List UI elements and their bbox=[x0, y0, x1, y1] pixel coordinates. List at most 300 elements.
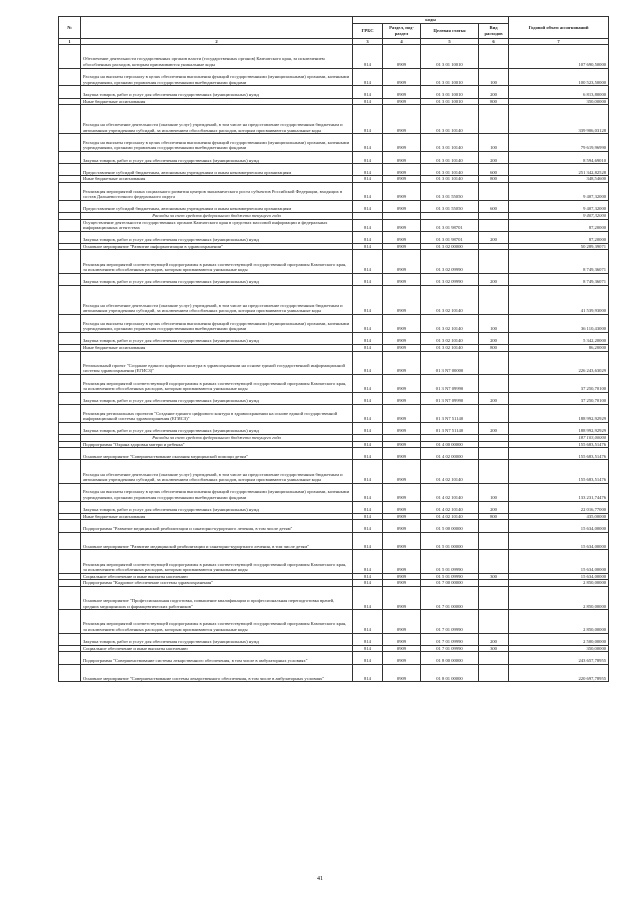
row-razdel-cell: 0909 bbox=[383, 573, 421, 580]
row-name-cell: Иные бюджетные ассигнования bbox=[81, 98, 353, 105]
row-number-cell bbox=[59, 200, 81, 212]
row-expense-type-cell bbox=[479, 351, 509, 374]
row-grbs-cell: 814 bbox=[353, 513, 383, 520]
row-grbs-cell: 814 bbox=[353, 86, 383, 98]
row-razdel-cell: 0909 bbox=[383, 105, 421, 134]
row-name-cell: Реализация мероприятий соответствующей подпрограммы в рамках соответствующей государственной программы Камчатского края, за исключением обособленных расходов, которым присваиваются уникальные коды bbox=[81, 610, 353, 633]
row-target-article-cell: 01 4 02 00000 bbox=[421, 448, 479, 460]
row-grbs-cell: 814 bbox=[353, 286, 383, 315]
row-expense-type-cell bbox=[479, 286, 509, 315]
row-expense-type-cell: 200 bbox=[479, 332, 509, 344]
row-grbs-cell: 814 bbox=[353, 405, 383, 423]
row-target-article-cell: 01 5 01 09990 bbox=[421, 573, 479, 580]
row-amount-cell: 220 697,78955 bbox=[509, 664, 609, 682]
row-razdel-cell: 0909 bbox=[383, 586, 421, 609]
table-row bbox=[59, 441, 609, 448]
table-row bbox=[59, 550, 609, 573]
row-expense-type-cell: 200 bbox=[479, 392, 509, 404]
row-amount-cell: 15 634,00000 bbox=[509, 550, 609, 573]
row-expense-type-cell: 200 bbox=[479, 231, 509, 243]
row-number-cell bbox=[59, 392, 81, 404]
row-name-cell: Иные бюджетные ассигнования bbox=[81, 176, 353, 183]
row-name-cell: Реализация мероприятий соответствующей подпрограммы в рамках соответствующей государственной программы Камчатского края, за исключением обособленных расходов, которым присваиваются уникальные коды bbox=[81, 550, 353, 573]
row-target-article-cell: 01 3 N7 00000 bbox=[421, 351, 479, 374]
row-target-article-cell: 01 3 02 10140 bbox=[421, 315, 479, 333]
table-row bbox=[59, 250, 609, 273]
header-razdel: Раздел, под-раздел bbox=[383, 23, 421, 38]
row-grbs-cell: 814 bbox=[353, 532, 383, 550]
table-row bbox=[59, 134, 609, 152]
row-amount-cell: 50 289,39071 bbox=[509, 243, 609, 250]
row-expense-type-cell bbox=[479, 520, 509, 532]
row-target-article-cell: 01 3 01 10010 bbox=[421, 45, 479, 68]
row-expense-type-cell bbox=[479, 664, 509, 682]
row-target-article-cell bbox=[421, 434, 479, 441]
table-row bbox=[59, 520, 609, 532]
row-number-cell bbox=[59, 86, 81, 98]
row-amount-cell: 2 500,00000 bbox=[509, 633, 609, 645]
table-row bbox=[59, 182, 609, 200]
row-target-article-cell: 01 3 02 10140 bbox=[421, 286, 479, 315]
row-name-cell: Реализация мероприятий плана социального развития центров экономического роста субъектов Российской Федерации, входящих в состав Дальневосточного федерального округа bbox=[81, 182, 353, 200]
row-grbs-cell: 814 bbox=[353, 392, 383, 404]
row-target-article-cell: 01 7 00 00000 bbox=[421, 580, 479, 587]
table-row bbox=[59, 375, 609, 393]
row-grbs-cell: 814 bbox=[353, 573, 383, 580]
table-row bbox=[59, 105, 609, 134]
row-razdel-cell: 0909 bbox=[383, 460, 421, 483]
row-target-article-cell: 01 5 00 00000 bbox=[421, 520, 479, 532]
row-razdel-cell: 0909 bbox=[383, 483, 421, 501]
table-row bbox=[59, 633, 609, 645]
row-number-cell bbox=[59, 422, 81, 434]
row-grbs-cell bbox=[353, 212, 383, 219]
row-razdel-cell: 0909 bbox=[383, 250, 421, 273]
table-row bbox=[59, 200, 609, 212]
row-target-article-cell: 01 7 01 09990 bbox=[421, 633, 479, 645]
row-razdel-cell: 0909 bbox=[383, 231, 421, 243]
header-codes: коды bbox=[353, 17, 509, 24]
row-number-cell bbox=[59, 610, 81, 633]
row-amount-cell: 100 523,50000 bbox=[509, 68, 609, 86]
row-name-cell: Расходы за счет средств федерального бюджета текущего года bbox=[81, 212, 353, 219]
row-name-cell: Расходы на обеспечение деятельности (оказание услуг) учреждений, в том числе на предоставление государственным бюджетным и автономным учреждениям субсидий, за исключением обособленных расходов, которым присваиваются уникальные коды bbox=[81, 460, 353, 483]
row-number-cell bbox=[59, 134, 81, 152]
table-row bbox=[59, 351, 609, 374]
row-amount-cell: 251 342,82528 bbox=[509, 164, 609, 176]
row-number-cell bbox=[59, 315, 81, 333]
row-target-article-cell: 01 5 01 00000 bbox=[421, 532, 479, 550]
table-row bbox=[59, 405, 609, 423]
row-expense-type-cell bbox=[479, 580, 509, 587]
row-razdel-cell: 0909 bbox=[383, 550, 421, 573]
row-razdel-cell: 0909 bbox=[383, 219, 421, 231]
row-target-article-cell: 01 3 01 55050 bbox=[421, 200, 479, 212]
row-number-cell bbox=[59, 375, 81, 393]
row-number-cell bbox=[59, 219, 81, 231]
row-number-cell bbox=[59, 460, 81, 483]
row-razdel-cell: 0909 bbox=[383, 345, 421, 352]
row-grbs-cell: 814 bbox=[353, 520, 383, 532]
row-razdel-cell: 0909 bbox=[383, 86, 421, 98]
row-name-cell: Расходы на обеспечение деятельности (оказание услуг) учреждений, в том числе на предоставление государственным бюджетным и автономным учреждениям субсидий, за исключением обособленных расходов, которым присваиваются уникальные коды bbox=[81, 105, 353, 134]
row-name-cell: Расходы на обеспечение деятельности (оказание услуг) учреждений, в том числе на предоставление государственным бюджетным и автономным учреждениям субсидий, за исключением обособленных расходов, которым присваиваются уникальные коды bbox=[81, 286, 353, 315]
row-razdel-cell: 0909 bbox=[383, 448, 421, 460]
row-number-cell bbox=[59, 513, 81, 520]
row-target-article-cell: 01 7 01 09990 bbox=[421, 610, 479, 633]
row-amount-cell: 9 407,32000 bbox=[509, 182, 609, 200]
row-razdel-cell: 0909 bbox=[383, 98, 421, 105]
row-number-cell bbox=[59, 586, 81, 609]
row-razdel-cell: 0909 bbox=[383, 200, 421, 212]
row-name-cell: Реализация региональных проектов "Создание единого цифрового контура в здравоохранении на основе единой государственной информационной системы здравоохранения (ЕГИСЗ)" bbox=[81, 405, 353, 423]
row-razdel-cell: 0909 bbox=[383, 332, 421, 344]
row-name-cell: Основное мероприятие "Развитие информатизации в здравоохранении" bbox=[81, 243, 353, 250]
row-expense-type-cell: 200 bbox=[479, 422, 509, 434]
table-row bbox=[59, 664, 609, 682]
row-amount-cell: 79 619,96990 bbox=[509, 134, 609, 152]
row-number-cell bbox=[59, 250, 81, 273]
row-grbs-cell: 814 bbox=[353, 441, 383, 448]
row-name-cell: Закупка товаров, работ и услуг для обеспечения государственных (муниципальных) нужд bbox=[81, 422, 353, 434]
row-target-article-cell: 01 3 01 10140 bbox=[421, 134, 479, 152]
row-number-cell bbox=[59, 176, 81, 183]
document-page bbox=[58, 16, 608, 682]
row-number-cell bbox=[59, 243, 81, 250]
row-amount-cell: 188 992,92929 bbox=[509, 405, 609, 423]
budget-table bbox=[58, 16, 609, 682]
row-number-cell bbox=[59, 332, 81, 344]
row-grbs-cell: 814 bbox=[353, 610, 383, 633]
row-number-cell bbox=[59, 45, 81, 68]
row-target-article-cell: 01 3 N7 09990 bbox=[421, 375, 479, 393]
table-row bbox=[59, 586, 609, 609]
row-expense-type-cell bbox=[479, 532, 509, 550]
row-amount-cell: 188 992,92929 bbox=[509, 422, 609, 434]
row-razdel-cell: 0909 bbox=[383, 580, 421, 587]
table-row bbox=[59, 273, 609, 285]
row-razdel-cell: 0909 bbox=[383, 501, 421, 513]
table-note-row bbox=[59, 212, 609, 219]
row-name-cell: Закупка товаров, работ и услуг для обеспечения государственных (муниципальных) нужд bbox=[81, 392, 353, 404]
row-grbs-cell bbox=[353, 434, 383, 441]
row-razdel-cell: 0909 bbox=[383, 441, 421, 448]
row-target-article-cell: 01 3 01 10140 bbox=[421, 164, 479, 176]
row-target-article-cell: 01 7 01 00000 bbox=[421, 586, 479, 609]
row-razdel-cell bbox=[383, 434, 421, 441]
row-expense-type-cell bbox=[479, 405, 509, 423]
row-name-cell: Закупка товаров, работ и услуг для обеспечения государственных (муниципальных) нужд bbox=[81, 151, 353, 163]
row-razdel-cell: 0909 bbox=[383, 392, 421, 404]
row-name-cell: Предоставление субсидий бюджетным, автономным учреждениям и иным некоммерческим организациям bbox=[81, 164, 353, 176]
row-amount-cell: 155 683,51476 bbox=[509, 448, 609, 460]
row-target-article-cell: 01 8 01 00000 bbox=[421, 664, 479, 682]
table-row bbox=[59, 219, 609, 231]
row-grbs-cell: 814 bbox=[353, 501, 383, 513]
row-expense-type-cell bbox=[479, 610, 509, 633]
row-expense-type-cell bbox=[479, 460, 509, 483]
row-expense-type-cell bbox=[479, 652, 509, 664]
row-grbs-cell: 814 bbox=[353, 219, 383, 231]
row-razdel-cell: 0909 bbox=[383, 610, 421, 633]
row-grbs-cell: 814 bbox=[353, 448, 383, 460]
row-number-cell bbox=[59, 483, 81, 501]
row-grbs-cell: 814 bbox=[353, 580, 383, 587]
row-number-cell bbox=[59, 633, 81, 645]
row-number-cell bbox=[59, 212, 81, 219]
row-expense-type-cell: 600 bbox=[479, 164, 509, 176]
col-number-1: 1 bbox=[59, 38, 81, 45]
row-target-article-cell: 01 3 N7 51140 bbox=[421, 405, 479, 423]
row-amount-cell: 155 683,51476 bbox=[509, 441, 609, 448]
row-amount-cell: 15 634,00000 bbox=[509, 520, 609, 532]
row-expense-type-cell bbox=[479, 550, 509, 573]
row-amount-cell: 22 016,77000 bbox=[509, 501, 609, 513]
row-target-article-cell: 01 3 01 10010 bbox=[421, 98, 479, 105]
row-amount-cell: 87,20000 bbox=[509, 219, 609, 231]
row-amount-cell: 6 813,80000 bbox=[509, 86, 609, 98]
row-grbs-cell: 814 bbox=[353, 483, 383, 501]
row-target-article-cell: 01 3 02 10140 bbox=[421, 345, 479, 352]
row-grbs-cell: 814 bbox=[353, 68, 383, 86]
row-target-article-cell: 01 3 01 10140 bbox=[421, 105, 479, 134]
row-amount-cell: 8 749,36071 bbox=[509, 250, 609, 273]
header-number: № bbox=[59, 17, 81, 39]
row-number-cell bbox=[59, 652, 81, 664]
table-row bbox=[59, 422, 609, 434]
row-expense-type-cell: 200 bbox=[479, 633, 509, 645]
row-grbs-cell: 814 bbox=[353, 345, 383, 352]
table-row bbox=[59, 501, 609, 513]
row-razdel-cell: 0909 bbox=[383, 182, 421, 200]
row-razdel-cell: 0909 bbox=[383, 134, 421, 152]
row-grbs-cell: 814 bbox=[353, 134, 383, 152]
table-row bbox=[59, 68, 609, 86]
header-name bbox=[81, 17, 353, 39]
row-grbs-cell: 814 bbox=[353, 164, 383, 176]
row-expense-type-cell: 100 bbox=[479, 483, 509, 501]
row-razdel-cell: 0909 bbox=[383, 176, 421, 183]
row-name-cell: Осуществление деятельности государственных органов Камчатского края в средствах массовой информации и федеральных информационных агентствах bbox=[81, 219, 353, 231]
row-amount-cell: 155 683,51476 bbox=[509, 460, 609, 483]
row-number-cell bbox=[59, 98, 81, 105]
row-amount-cell: 8 749,36071 bbox=[509, 273, 609, 285]
row-target-article-cell: 01 3 N7 51140 bbox=[421, 422, 479, 434]
table-row bbox=[59, 460, 609, 483]
row-razdel-cell: 0909 bbox=[383, 652, 421, 664]
row-name-cell: Подпрограмма "Кадровое обеспечение системы здравоохранения" bbox=[81, 580, 353, 587]
row-amount-cell: 243 657,78955 bbox=[509, 652, 609, 664]
row-grbs-cell: 814 bbox=[353, 250, 383, 273]
row-number-cell bbox=[59, 645, 81, 652]
row-expense-type-cell: 300 bbox=[479, 573, 509, 580]
table-row bbox=[59, 315, 609, 333]
row-target-article-cell: 01 4 02 10140 bbox=[421, 483, 479, 501]
row-target-article-cell: 01 7 01 09990 bbox=[421, 645, 479, 652]
row-amount-cell: 348,54600 bbox=[509, 176, 609, 183]
row-expense-type-cell bbox=[479, 250, 509, 273]
table-row bbox=[59, 513, 609, 520]
row-razdel-cell: 0909 bbox=[383, 45, 421, 68]
table-row bbox=[59, 573, 609, 580]
row-target-article-cell: 01 5 01 09990 bbox=[421, 550, 479, 573]
row-expense-type-cell bbox=[479, 586, 509, 609]
row-name-cell: Иные бюджетные ассигнования bbox=[81, 513, 353, 520]
row-amount-cell: 41 539,93000 bbox=[509, 286, 609, 315]
row-razdel-cell: 0909 bbox=[383, 375, 421, 393]
row-number-cell bbox=[59, 105, 81, 134]
row-grbs-cell: 814 bbox=[353, 200, 383, 212]
row-expense-type-cell: 800 bbox=[479, 513, 509, 520]
row-razdel-cell: 0909 bbox=[383, 273, 421, 285]
table-row bbox=[59, 392, 609, 404]
row-number-cell bbox=[59, 68, 81, 86]
row-number-cell bbox=[59, 151, 81, 163]
row-amount-cell: 5 342,20000 bbox=[509, 332, 609, 344]
row-number-cell bbox=[59, 550, 81, 573]
row-expense-type-cell bbox=[479, 45, 509, 68]
table-row bbox=[59, 243, 609, 250]
row-target-article-cell: 01 3 01 55050 bbox=[421, 182, 479, 200]
table-note-row bbox=[59, 434, 609, 441]
row-number-cell bbox=[59, 286, 81, 315]
col-number-2: 2 bbox=[81, 38, 353, 45]
row-razdel-cell: 0909 bbox=[383, 315, 421, 333]
row-expense-type-cell: 300 bbox=[479, 645, 509, 652]
row-target-article-cell: 01 3 02 09990 bbox=[421, 273, 479, 285]
row-number-cell bbox=[59, 573, 81, 580]
row-amount-cell: 2 850,00000 bbox=[509, 580, 609, 587]
row-amount-cell: 36 110,43000 bbox=[509, 315, 609, 333]
row-name-cell: Иные бюджетные ассигнования bbox=[81, 345, 353, 352]
row-name-cell: Закупка товаров, работ и услуг для обеспечения государственных (муниципальных) нужд bbox=[81, 633, 353, 645]
row-amount-cell: 133 231,74476 bbox=[509, 483, 609, 501]
table-row bbox=[59, 231, 609, 243]
row-razdel-cell: 0909 bbox=[383, 633, 421, 645]
row-name-cell: Закупка товаров, работ и услуг для обеспечения государственных (муниципальных) нужд bbox=[81, 231, 353, 243]
col-number-4: 4 bbox=[383, 38, 421, 45]
row-amount-cell: 350,00000 bbox=[509, 645, 609, 652]
row-grbs-cell: 814 bbox=[353, 460, 383, 483]
header-expense-type: Вид расходов bbox=[479, 23, 509, 38]
row-target-article-cell: 01 3 N7 09990 bbox=[421, 392, 479, 404]
row-name-cell: Основное мероприятие "Совершенствование оказания медицинской помощи детям" bbox=[81, 448, 353, 460]
row-expense-type-cell: 100 bbox=[479, 134, 509, 152]
row-number-cell bbox=[59, 448, 81, 460]
row-amount-cell: 9 407,32000 bbox=[509, 200, 609, 212]
row-name-cell: Реализация мероприятий соответствующей подпрограммы в рамках соответствующей государственной программы Камчатского края, за исключением обособленных расходов, которым присваиваются уникальные коды bbox=[81, 250, 353, 273]
row-amount-cell: 87,20000 bbox=[509, 231, 609, 243]
row-target-article-cell: 01 4 02 10140 bbox=[421, 460, 479, 483]
row-grbs-cell: 814 bbox=[353, 645, 383, 652]
row-grbs-cell: 814 bbox=[353, 550, 383, 573]
row-grbs-cell: 814 bbox=[353, 45, 383, 68]
row-amount-cell: 339 906,03128 bbox=[509, 105, 609, 134]
row-grbs-cell: 814 bbox=[353, 98, 383, 105]
header-target-article: Целевая статья bbox=[421, 23, 479, 38]
row-amount-cell: 15 634,00000 bbox=[509, 573, 609, 580]
row-target-article-cell: 01 3 01 98701 bbox=[421, 231, 479, 243]
table-row bbox=[59, 98, 609, 105]
row-target-article-cell: 01 3 02 00000 bbox=[421, 243, 479, 250]
row-amount-cell: 9 407,32000 bbox=[509, 212, 609, 219]
row-number-cell bbox=[59, 164, 81, 176]
col-number-6: 6 bbox=[479, 38, 509, 45]
table-row bbox=[59, 483, 609, 501]
row-name-cell: Социальное обеспечение и иные выплаты населению bbox=[81, 573, 353, 580]
table-row bbox=[59, 45, 609, 68]
row-number-cell bbox=[59, 405, 81, 423]
row-target-article-cell: 01 3 01 10010 bbox=[421, 68, 479, 86]
row-grbs-cell: 814 bbox=[353, 243, 383, 250]
row-amount-cell: 2 850,00000 bbox=[509, 610, 609, 633]
row-razdel-cell: 0909 bbox=[383, 405, 421, 423]
table-row bbox=[59, 151, 609, 163]
row-number-cell bbox=[59, 580, 81, 587]
row-name-cell: Предоставление субсидий бюджетным, автономным учреждениям и иным некоммерческим организациям bbox=[81, 200, 353, 212]
row-target-article-cell: 01 3 02 10140 bbox=[421, 332, 479, 344]
row-grbs-cell: 814 bbox=[353, 332, 383, 344]
row-name-cell: Основное мероприятие "Развитие медицинской реабилитации и санаторно-курортного лечения, в том числе детям" bbox=[81, 532, 353, 550]
row-expense-type-cell bbox=[479, 434, 509, 441]
row-name-cell: Расходы на выплаты персоналу в целях обеспечения выполнения функций государственными (муниципальными) органами, казенными учреждениями, органами управления государственными внебюджетными фондами bbox=[81, 68, 353, 86]
table-row bbox=[59, 610, 609, 633]
table-row bbox=[59, 532, 609, 550]
table-row bbox=[59, 652, 609, 664]
row-amount-cell: 15 634,00000 bbox=[509, 532, 609, 550]
row-expense-type-cell bbox=[479, 212, 509, 219]
row-target-article-cell: 01 3 01 10140 bbox=[421, 151, 479, 163]
row-name-cell: Реализация мероприятий соответствующей подпрограммы в рамках соответствующей государственной программы Камчатского края, за исключением обособленных расходов, которым присваиваются уникальные коды bbox=[81, 375, 353, 393]
row-target-article-cell: 01 3 01 10010 bbox=[421, 86, 479, 98]
row-expense-type-cell bbox=[479, 105, 509, 134]
row-expense-type-cell: 800 bbox=[479, 345, 509, 352]
row-grbs-cell: 814 bbox=[353, 633, 383, 645]
row-number-cell bbox=[59, 520, 81, 532]
table-row bbox=[59, 164, 609, 176]
row-name-cell: Закупка товаров, работ и услуг для обеспечения государственных (муниципальных) нужд bbox=[81, 273, 353, 285]
row-expense-type-cell: 200 bbox=[479, 151, 509, 163]
page-number: 41 bbox=[317, 876, 323, 882]
row-name-cell: Обеспечение деятельности государственных органов власти (государственных органов) Камчатского края, за исключением обособленных расходов, которым присваиваются уникальные коды bbox=[81, 45, 353, 68]
row-name-cell: Расходы на выплаты персоналу в целях обеспечения выполнения функций государственными (муниципальными) органами, казенными учреждениями, органами управления государственными внебюджетными фондами bbox=[81, 483, 353, 501]
table-row bbox=[59, 580, 609, 587]
row-expense-type-cell: 100 bbox=[479, 315, 509, 333]
table-row bbox=[59, 286, 609, 315]
row-razdel-cell: 0909 bbox=[383, 645, 421, 652]
table-row bbox=[59, 448, 609, 460]
row-razdel-cell: 0909 bbox=[383, 351, 421, 374]
row-name-cell: Подпрограмма "Развитие медицинской реабилитации и санаторно-курортного лечения, в том числе детям" bbox=[81, 520, 353, 532]
row-grbs-cell: 814 bbox=[353, 273, 383, 285]
row-name-cell: Социальное обеспечение и иные выплаты населению bbox=[81, 645, 353, 652]
col-number-5: 5 bbox=[421, 38, 479, 45]
row-name-cell: Основное мероприятие "Профессиональная подготовка, повышение квалификации и профессиональная переподготовка врачей, средних медицинских и фармацевтических работников" bbox=[81, 586, 353, 609]
row-expense-type-cell: 100 bbox=[479, 68, 509, 86]
row-number-cell bbox=[59, 441, 81, 448]
row-grbs-cell: 814 bbox=[353, 652, 383, 664]
header-grbs: ГРБС bbox=[353, 23, 383, 38]
row-amount-cell: 435,00000 bbox=[509, 513, 609, 520]
row-expense-type-cell: 800 bbox=[479, 98, 509, 105]
row-name-cell: Подпрограмма "Охрана здоровья матери и ребенка" bbox=[81, 441, 353, 448]
row-target-article-cell bbox=[421, 212, 479, 219]
row-grbs-cell: 814 bbox=[353, 375, 383, 393]
row-razdel-cell: 0909 bbox=[383, 532, 421, 550]
row-razdel-cell: 0909 bbox=[383, 243, 421, 250]
row-number-cell bbox=[59, 351, 81, 374]
row-expense-type-cell bbox=[479, 219, 509, 231]
